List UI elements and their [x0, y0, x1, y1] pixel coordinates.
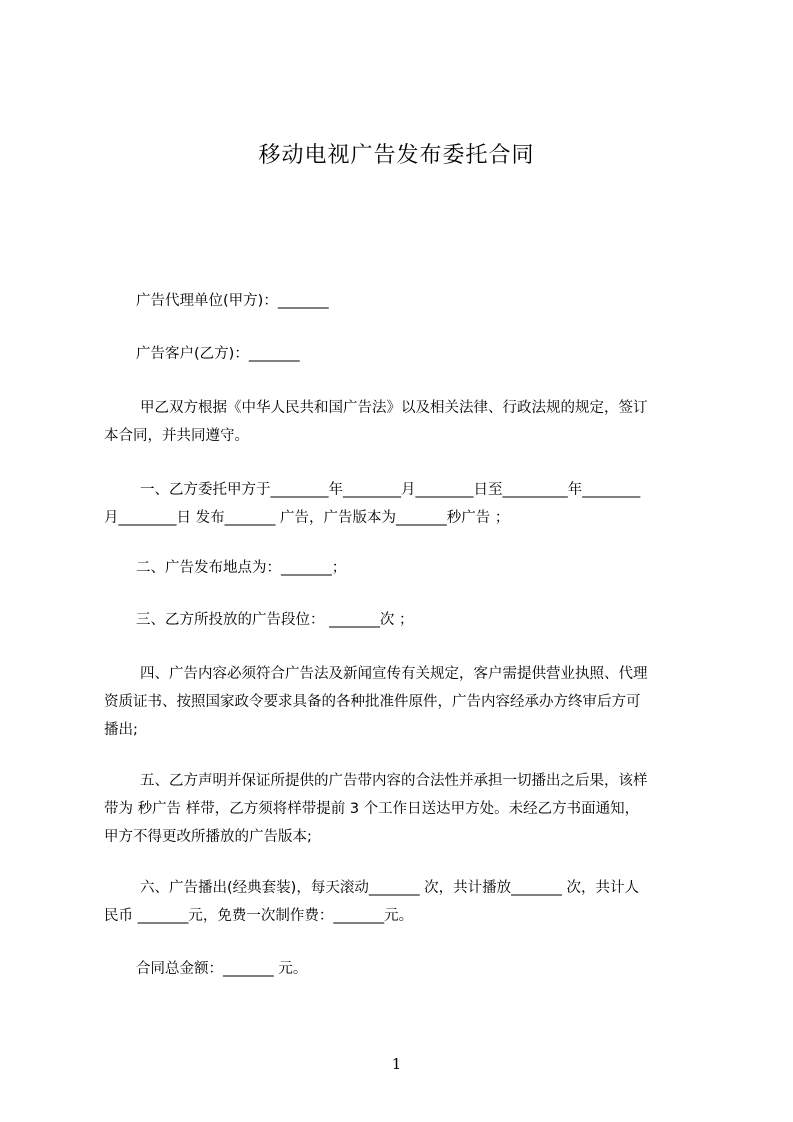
preamble-paragraph	[104, 394, 701, 450]
party-a-line	[136, 287, 733, 315]
text-line: 五、乙方声明并保证所提供的广告带内容的合法性并承担一切播出之后果，该样	[140, 773, 648, 789]
text-line: 一、乙方委托甲方于________年________月________日至_________年________	[140, 482, 641, 498]
text-line: 合同总金额：_______ 元。	[136, 961, 308, 977]
contract-total-line	[136, 955, 733, 983]
text-line: 甲乙双方根据《中华人民共和国广告法》以及相关法律、行政法规的规定，签订	[140, 400, 648, 416]
text-line: 三、乙方所投放的广告段位： _______次 ；	[136, 612, 414, 628]
text-line: 本合同，并共同遵守。	[104, 428, 249, 444]
text-line: 资质证书、按照国家政令要求具备的各种批准件原件，广告内容经承办方终审后方可	[104, 694, 641, 710]
text-line: 二、广告发布地点为：_______；	[136, 560, 347, 576]
text-line: 广告代理单位(甲方)：_______	[136, 293, 329, 309]
text-line: 甲方不得更改所播放的广告版本;	[104, 829, 312, 845]
page-number: 1	[391, 1055, 402, 1073]
clause-5-paragraph	[104, 767, 701, 851]
text-line: 带为 秒广告 样带，乙方须将样带提前 3 个工作日送达甲方处。未经乙方书面通知，	[104, 801, 640, 817]
text-line: 播出;	[104, 722, 138, 738]
text-line: 广告客户(乙方)：_______	[136, 346, 300, 362]
text-line: 四、广告内容必须符合广告法及新闻宣传有关规定，客户需提供营业执照、代理	[140, 666, 648, 682]
clause-6-paragraph	[104, 874, 701, 930]
clause-2-paragraph	[136, 554, 733, 582]
clause-3-paragraph	[136, 606, 733, 634]
clause-1-paragraph	[104, 476, 701, 532]
text-line: 六、广告播出(经典套装)，每天滚动_______ 次，共计播放_______ 次，共计人	[140, 880, 640, 896]
clause-4-paragraph	[104, 660, 701, 744]
text-line: 民币 _______元，免费一次制作费：_______元。	[104, 908, 414, 924]
text-line: 月________日 发布_______ 广告，广告版本为_______秒广告 ；	[104, 510, 510, 526]
page-title: 移动电视广告发布委托合同	[258, 143, 535, 168]
party-b-line	[136, 340, 733, 368]
